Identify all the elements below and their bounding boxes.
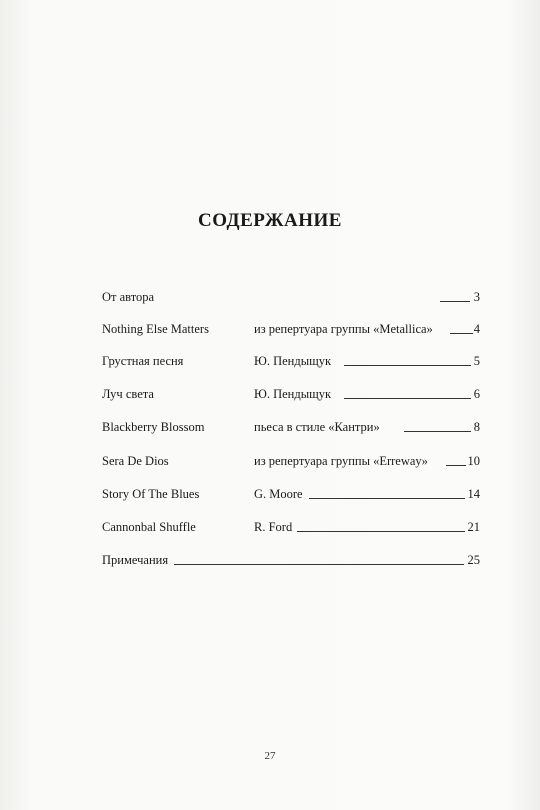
leader-line: [344, 398, 471, 399]
toc-row: [102, 351, 480, 371]
toc-title: От автора: [102, 290, 155, 304]
page-title: СОДЕРЖАНИЕ: [198, 210, 342, 231]
leader-line: [404, 431, 471, 432]
toc-page: 25: [467, 553, 480, 567]
toc-title: Nothing Else Matters: [102, 322, 209, 336]
leader-line: [440, 301, 470, 302]
toc-title: Грустная песня: [102, 354, 184, 368]
toc-title: Sera De Dios: [102, 454, 169, 468]
toc-row: [102, 287, 480, 307]
toc-row: [102, 550, 480, 570]
toc-page: 10: [467, 454, 480, 468]
toc-source: пьеса в стиле «Кантри»: [254, 420, 380, 434]
toc-page: 4: [473, 322, 480, 336]
toc-page: 8: [473, 420, 480, 434]
toc-page: 21: [467, 520, 480, 534]
toc-row: [102, 484, 480, 504]
leader-line: [309, 498, 465, 499]
toc-title: Cannonbal Shuffle: [102, 520, 196, 534]
page-number: 27: [264, 750, 276, 762]
leader-line: [344, 365, 471, 366]
toc-row: [102, 384, 480, 404]
leader-line: [174, 564, 464, 565]
toc-source: из репертуара группы «Erreway»: [254, 454, 428, 468]
toc-source: из репертуара группы «Metallica»: [254, 322, 433, 336]
toc-page: 14: [467, 487, 480, 501]
toc-title: Blackberry Blossom: [102, 420, 205, 434]
toc-page: 6: [473, 387, 480, 401]
leader-line: [450, 333, 473, 334]
toc-row: [102, 517, 480, 537]
toc-title: Story Of The Blues: [102, 487, 200, 501]
toc-row: [102, 319, 480, 339]
toc-source: Ю. Пендыщук: [254, 354, 332, 368]
toc-title: Луч света: [102, 387, 154, 401]
toc-page: 5: [473, 354, 480, 368]
toc-title: Примечания: [102, 553, 169, 567]
toc-row: [102, 417, 480, 437]
toc-page: 3: [473, 290, 480, 304]
toc-source: Ю. Пендыщук: [254, 387, 332, 401]
toc-source: G. Moore: [254, 487, 303, 501]
toc-row: [102, 451, 480, 471]
leader-line: [297, 531, 465, 532]
toc-source: R. Ford: [254, 520, 293, 534]
leader-line: [446, 465, 466, 466]
